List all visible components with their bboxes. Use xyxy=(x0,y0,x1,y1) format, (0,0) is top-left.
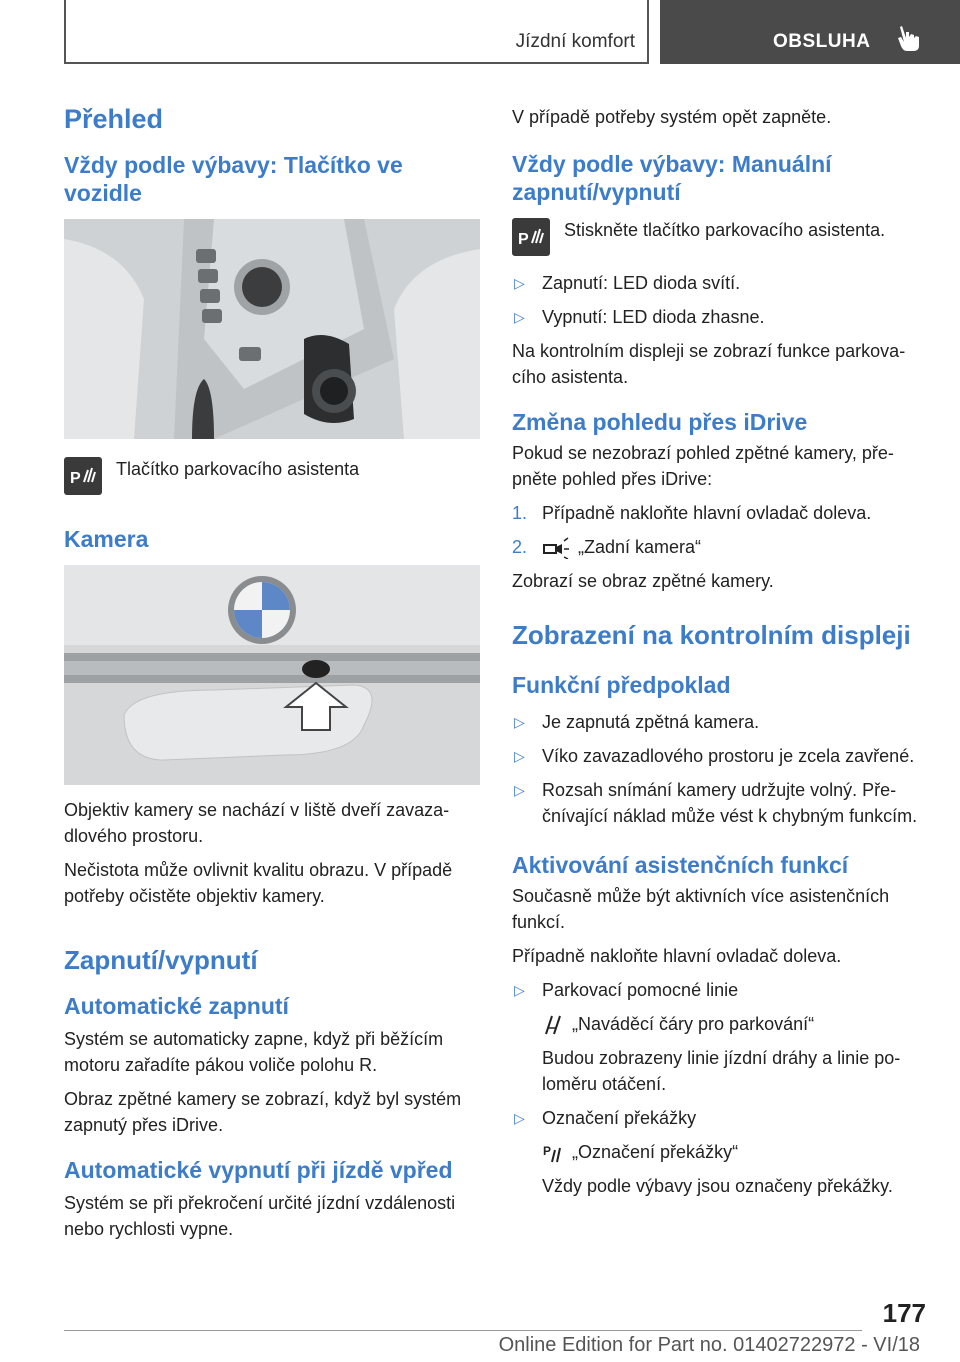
triangle-bullet-icon: ▷ xyxy=(514,714,525,730)
console-photo xyxy=(64,219,480,439)
assist-text-2: Případně nakloňte hlavní ovladač doleva. xyxy=(512,946,842,966)
manual-caption: Stiskněte tlačítko parkovacího asistenta. xyxy=(564,220,886,240)
rear-camera-icon xyxy=(542,537,570,559)
obstacle-marking-option: P „Označení překážky“ xyxy=(512,1139,928,1165)
parking-assistant-button-icon-2 xyxy=(512,218,550,256)
list-item: ▷ Rozsah snímání kamery udržujte volný. Přečnívající náklad může vést k chybným funkcím. xyxy=(512,777,928,829)
right-column xyxy=(512,100,928,1207)
camera-photo xyxy=(64,565,480,785)
parking-button-row xyxy=(64,457,480,495)
assist-text-1: Současně může být aktivních více asistenčních funkcí. xyxy=(512,886,890,932)
view-steps-list xyxy=(512,500,928,560)
list-item: ▷ Je zapnutá zpětná kamera. xyxy=(512,709,928,735)
footer-divider xyxy=(64,1330,862,1331)
center-console-illustration xyxy=(64,219,480,439)
parking-lines-icon xyxy=(542,1014,564,1036)
auto-on-text-1: Systém se automaticky zapne, když při běžícím motoru zařadíte pákou voliče polohu R. xyxy=(64,1029,444,1075)
camera-location-text: Objektiv kamery se nachází v liště dveří zavazadlového prostoru. xyxy=(64,800,450,846)
button-in-vehicle-heading: Vždy podle výbavy: Tlačítko ve vozidle xyxy=(64,152,403,206)
triangle-bullet-icon: ▷ xyxy=(514,275,525,291)
list-item: ▷ Parkovací pomocné linie xyxy=(512,977,928,1003)
header-section-title: Jízdní komfort xyxy=(515,31,635,52)
manual-display-text: Na kontrolním displeji se zobrazí funkce parkovacího asistenta. xyxy=(512,341,906,387)
header-section-box xyxy=(64,0,649,64)
page-number: 177 xyxy=(882,1298,926,1328)
list-item: 2. „Zadní kamera“ xyxy=(512,534,928,560)
onoff-heading: Zapnutí/vypnutí xyxy=(64,945,258,975)
list-item: ▷ Víko zavazadlového prostoru je zcela zavřené. xyxy=(512,743,928,769)
view-result-text: Zobrazí se obraz zpětné kamery. xyxy=(512,571,774,591)
auto-off-heading: Automatické vypnutí při jízdě vpřed xyxy=(64,1157,453,1183)
guidance-lines-desc: Budou zobrazeny linie jízdní dráhy a linie poloměru otáčení. xyxy=(542,1048,901,1094)
list-item: ▷ Vypnutí: LED dioda zhasne. xyxy=(512,304,928,330)
obstacle-marking-icon xyxy=(542,1142,564,1164)
list-item: ▷ Označení překážky xyxy=(512,1105,928,1131)
rear-camera-illustration xyxy=(64,565,480,785)
edition-footer: Online Edition for Part no. 01402722972 - VI/18 xyxy=(498,1334,920,1356)
left-column xyxy=(64,100,480,1250)
svg-text:P: P xyxy=(518,231,529,248)
svg-text:P: P xyxy=(70,470,81,487)
view-change-heading: Změna pohledu přes iDrive xyxy=(512,409,808,435)
list-item: 1. Případně nakloňte hlavní ovladač doleva. xyxy=(512,503,872,523)
manual-button-row xyxy=(512,218,928,256)
triangle-bullet-icon: ▷ xyxy=(514,982,525,998)
list-item: ▷ Zapnutí: LED dioda svítí. xyxy=(512,270,928,296)
camera-heading: Kamera xyxy=(64,526,149,552)
triangle-bullet-icon: ▷ xyxy=(514,748,525,764)
auto-on-heading: Automatické zapnutí xyxy=(64,993,289,1019)
assist-list-1 xyxy=(512,977,928,1003)
view-change-text: Pokud se nezobrazí pohled zpětné kamery, přepněte pohled přes iDrive: xyxy=(512,443,894,489)
triangle-bullet-icon: ▷ xyxy=(514,782,525,798)
prerequisite-list xyxy=(512,709,928,829)
auto-on-text-2: Obraz zpětné kamery se zobrazí, když byl systém zapnutý přes iDrive. xyxy=(64,1089,462,1135)
guidance-lines-option: „Naváděcí čáry pro parkování“ xyxy=(512,1011,928,1037)
assist-list-2 xyxy=(512,1105,928,1131)
parking-assistant-button-icon xyxy=(64,457,102,495)
manual-heading: Vždy podle výbavy: Manuální zapnutí/vypnutí xyxy=(512,151,832,205)
header-chapter-title: OBSLUHA xyxy=(773,31,871,52)
camera-cleaning-text: Nečistota může ovlivnit kvalitu obrazu. V případě potřeby očistěte objektiv kamery. xyxy=(64,860,453,906)
assist-heading: Aktivování asistenčních funkcí xyxy=(512,852,849,878)
display-heading: Zobrazení na kontrolním displeji xyxy=(512,620,911,650)
prerequisite-heading: Funkční předpoklad xyxy=(512,672,731,698)
header-chapter-box xyxy=(660,0,960,64)
pointing-hand-icon xyxy=(896,24,922,52)
svg-text:P: P xyxy=(543,1144,552,1159)
auto-off-text: Systém se při překročení určité jízdní vzdálenosti nebo rychlosti vypne. xyxy=(64,1193,456,1239)
manual-list xyxy=(512,270,928,330)
button-caption: Tlačítko parkovacího asistenta xyxy=(116,459,360,479)
triangle-bullet-icon: ▷ xyxy=(514,309,525,325)
triangle-bullet-icon: ▷ xyxy=(514,1110,525,1126)
overview-title: Přehled xyxy=(64,104,164,134)
reactivate-text: V případě potřeby systém opět zapněte. xyxy=(512,107,832,127)
obstacle-marking-desc: Vždy podle výbavy jsou označeny překážky. xyxy=(542,1176,893,1196)
